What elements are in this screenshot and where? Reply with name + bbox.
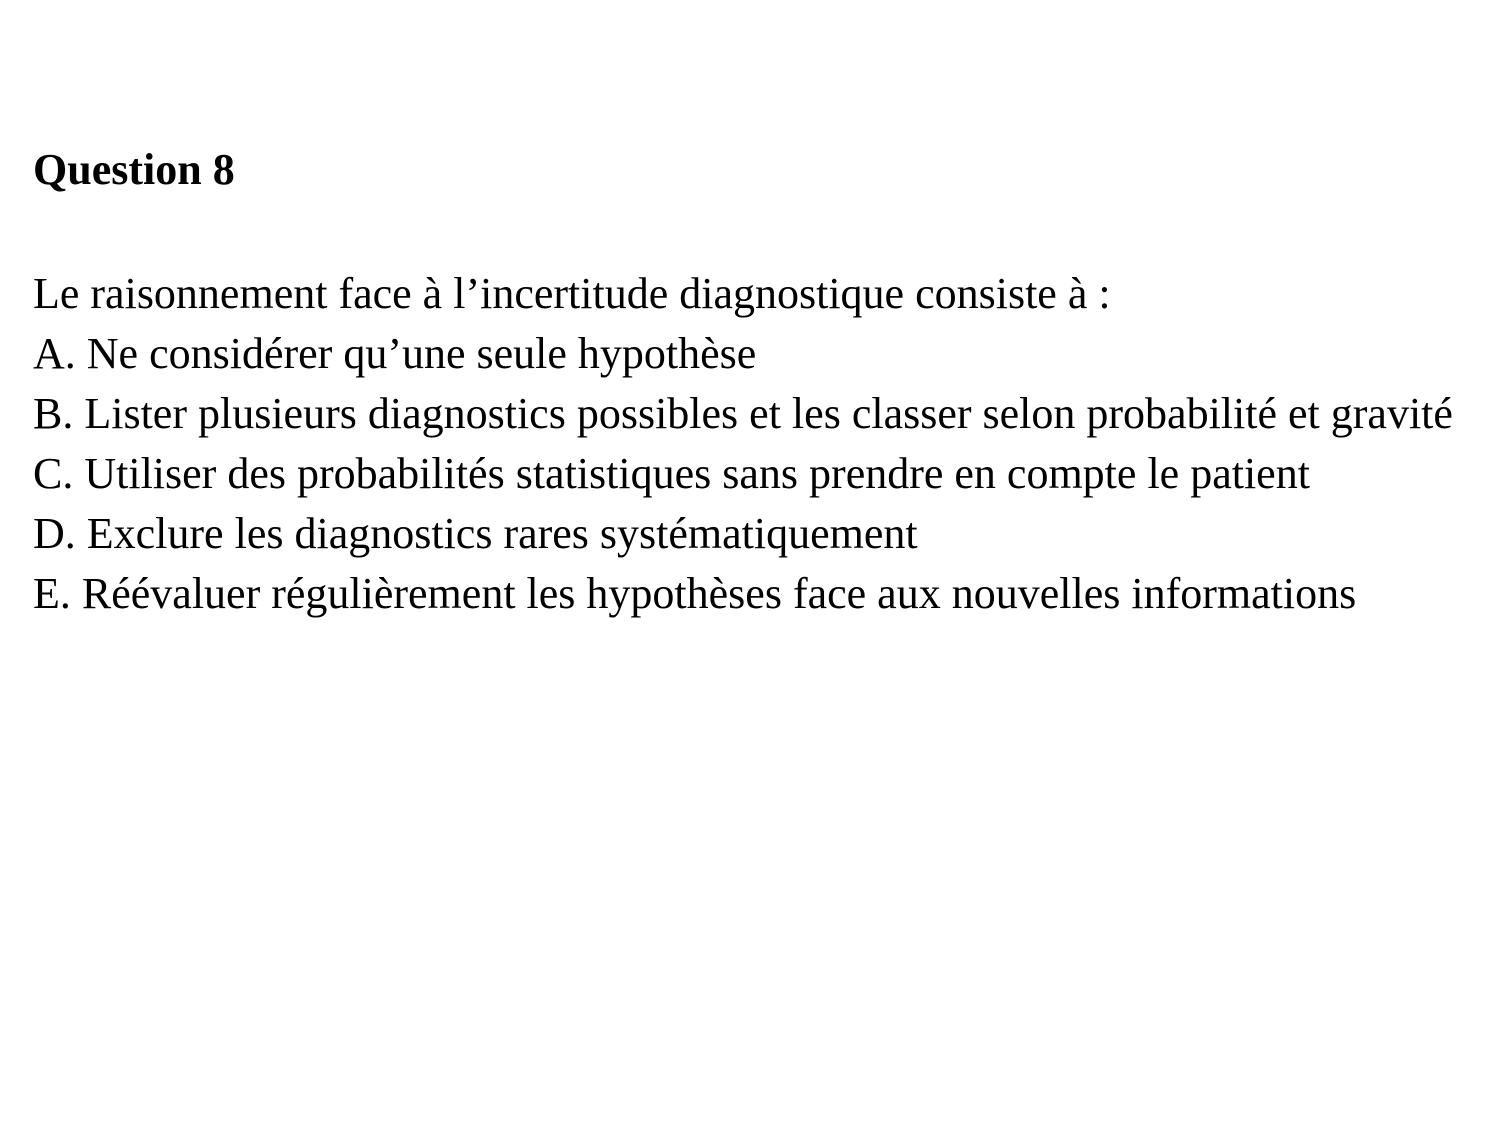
option-d: D. Exclure les diagnostics rares systématiquement (33, 509, 918, 558)
question-title: Question 8 (33, 145, 235, 194)
option-e: E. Réévaluer régulièrement les hypothèses face aux nouvelles informations (33, 569, 1357, 618)
option-c: C. Utiliser des probabilités statistiques sans prendre en compte le patient (33, 449, 1310, 498)
option-b: B. Lister plusieurs diagnostics possibles et les classer selon probabilité et gravité (33, 389, 1453, 438)
question-body (33, 264, 1453, 624)
option-a: A. Ne considérer qu’une seule hypothèse (33, 329, 757, 378)
question-stem: Le raisonnement face à l’incertitude diagnostique consiste à : (33, 269, 1111, 318)
